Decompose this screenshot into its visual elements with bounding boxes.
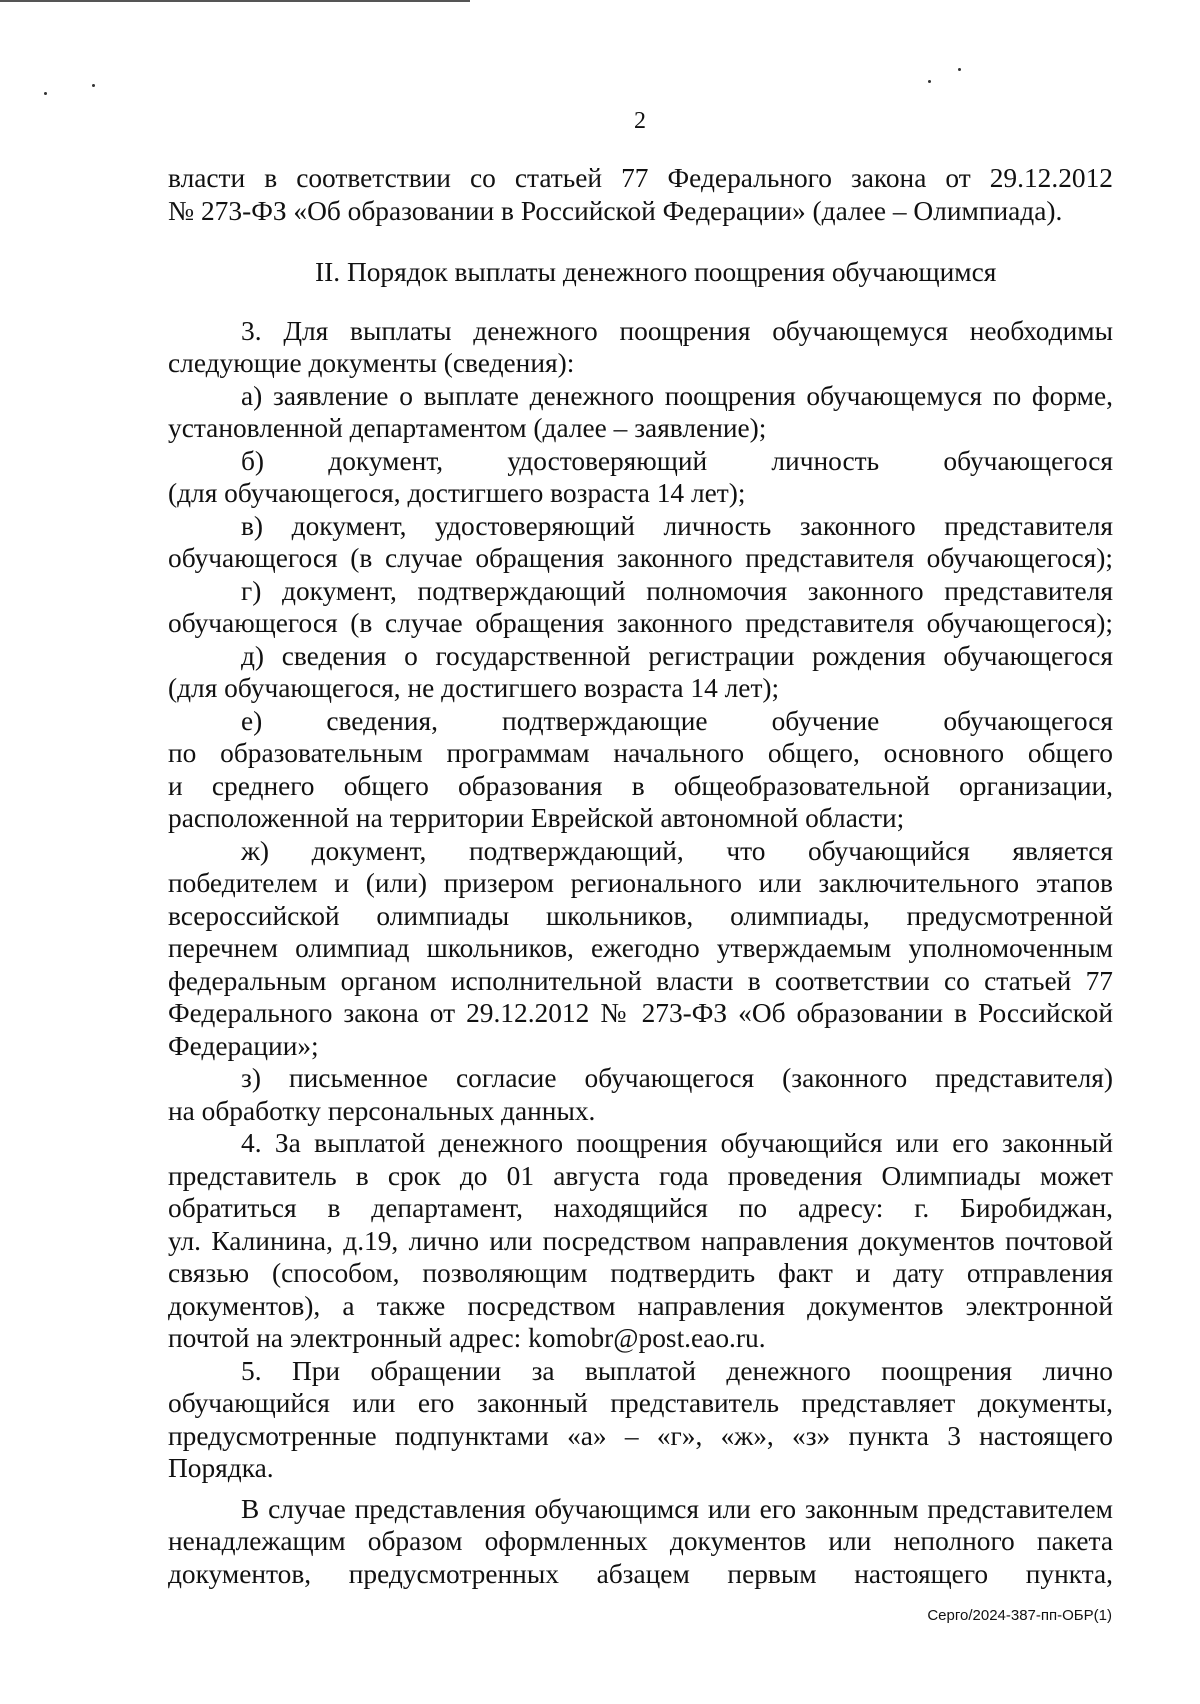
text-line: связью (способом, позволяющим подтвердить факт и дату отправления — [168, 1258, 1113, 1288]
text-line: расположенной на территории Еврейской автономной области; — [168, 803, 905, 833]
text-line: перечнем олимпиад школьников, ежегодно утверждаемым уполномоченным — [168, 933, 1113, 963]
text-line: следующие документы (сведения): — [168, 348, 575, 378]
text-line: победителем и (или) призером регионального или заключительного этапов — [168, 868, 1113, 898]
text-line: № 273-ФЗ «Об образовании в Российской Федерации» (далее – Олимпиада). — [168, 195, 1063, 226]
section-heading: II. Порядок выплаты денежного поощрения обучающимся — [315, 257, 997, 287]
text-line: 5. При обращении за выплатой денежного поощрения лично — [241, 1355, 1113, 1386]
text-line: всероссийской олимпиады школьников, олимпиады, предусмотренной — [168, 900, 1113, 931]
text-line: В случае представления обучающимся или его законным представителем — [241, 1493, 1113, 1524]
text-line: представитель в срок до 01 августа года проведения Олимпиады может — [168, 1160, 1113, 1191]
text-line: (для обучающегося, достигшего возраста 14 лет); — [168, 478, 746, 508]
scan-speck — [928, 80, 931, 83]
text-line: обучающегося (в случае обращения законного представителя обучающегося); — [168, 543, 1113, 573]
text-line: в) документ, удостоверяющий личность законного представителя — [241, 510, 1113, 541]
text-line: федеральным органом исполнительной власти в соответствии со статьей 77 — [168, 965, 1113, 996]
text-line: по образовательным программам начального общего, основного общего — [168, 738, 1113, 768]
scan-speck — [92, 84, 95, 87]
text-line: 4. За выплатой денежного поощрения обучающийся или его законный — [241, 1128, 1113, 1158]
text-line: предусмотренные подпунктами «а» – «г», «ж», «з» пункта 3 настоящего — [168, 1420, 1113, 1451]
document-code: Серго/2024-387-пп-ОБР(1) — [927, 1607, 1112, 1624]
text-line: д) сведения о государственной регистрации рождения обучающегося — [241, 640, 1113, 671]
text-line: документов), а также посредством направления документов электронной — [168, 1290, 1113, 1321]
text-line: установленной департаментом (далее – заявление); — [168, 413, 767, 443]
text-line: Порядка. — [168, 1453, 274, 1483]
text-line: 3. Для выплаты денежного поощрения обучающемуся необходимы — [241, 315, 1113, 346]
text-line: власти в соответствии со статьей 77 Федерального закона от 29.12.2012 — [168, 163, 1113, 193]
scan-speck — [44, 92, 47, 95]
text-line: г) документ, подтверждающий полномочия законного представителя — [241, 575, 1113, 606]
text-line: обратиться в департамент, находящийся по адресу: г. Биробиджан, — [168, 1193, 1113, 1223]
page-number: 2 — [634, 108, 646, 134]
text-line: ул. Калинина, д.19, лично или посредством направления документов почтовой — [168, 1225, 1113, 1256]
text-line: ж) документ, подтверждающий, что обучающийся является — [241, 835, 1113, 866]
text-line: обучающегося (в случае обращения законного представителя обучающегося); — [168, 608, 1113, 638]
text-line: обучающийся или его законный представитель представляет документы, — [168, 1388, 1113, 1418]
document-body — [168, 162, 1113, 1590]
text-line: на обработку персональных данных. — [168, 1095, 596, 1126]
text-line: а) заявление о выплате денежного поощрения обучающемуся по форме, — [241, 380, 1113, 411]
text-line: Федерации»; — [168, 1030, 319, 1061]
text-line: б) документ, удостоверяющий личность обучающегося — [241, 445, 1113, 476]
text-line: е) сведения, подтверждающие обучение обучающегося — [241, 705, 1113, 736]
text-line: документов, предусмотренных абзацем первым настоящего пункта, — [168, 1558, 1113, 1589]
text-line: (для обучающегося, не достигшего возраста 14 лет); — [168, 673, 780, 703]
text-line: и среднего общего образования в общеобразовательной организации, — [168, 770, 1113, 801]
text-line: Федерального закона от 29.12.2012 № 273-ФЗ «Об образовании в Российской — [168, 998, 1113, 1028]
text-line: почтой на электронный адрес: komobr@post.eao.ru. — [168, 1323, 766, 1353]
text-line: ненадлежащим образом оформленных документов или неполного пакета — [168, 1526, 1113, 1556]
text-line: з) письменное согласие обучающегося (законного представителя) — [241, 1063, 1113, 1093]
scan-border-line — [0, 0, 470, 2]
scan-speck — [958, 68, 961, 71]
